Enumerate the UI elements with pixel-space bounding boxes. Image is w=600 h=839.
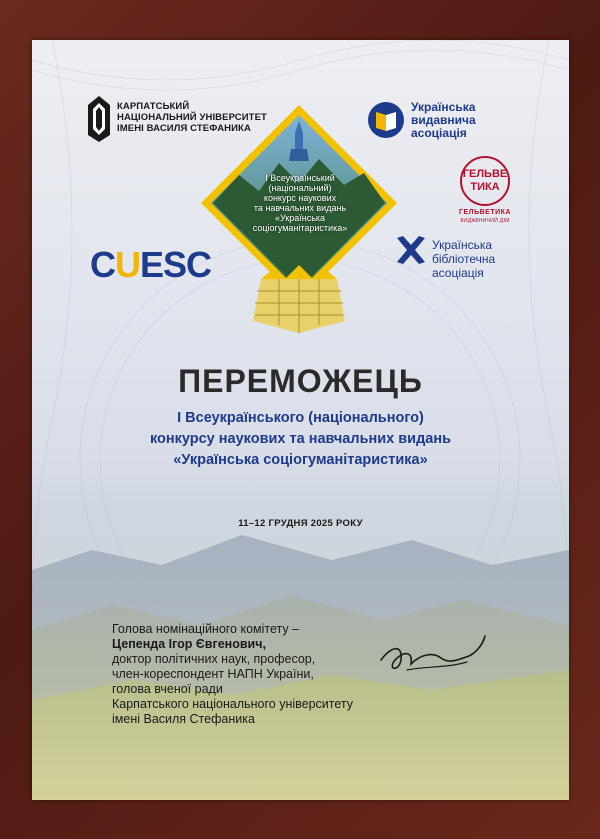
emblem-line6: соціогуманітаристика» [252, 223, 348, 233]
university-emblem-icon [87, 95, 111, 143]
gelvetica-mark-icon [450, 155, 520, 211]
uba-logo-line3: асоціація [432, 266, 484, 280]
cross-logo-icon [394, 233, 428, 267]
signer-name: Цепенда Ігор Євгенович, [112, 637, 266, 651]
handwritten-signature [377, 630, 487, 685]
signer-line7: імені Василя Стефаника [112, 712, 255, 726]
svg-text:ТИКА: ТИКА [470, 181, 500, 193]
gelvetica-sub: ВИДАВНИЧИЙ ДІМ [460, 218, 510, 224]
cnu-logo-line1: КАРПАТСЬКИЙ [117, 101, 190, 112]
emblem-line3: конкурс наукових [263, 193, 337, 203]
certificate-paper [32, 40, 569, 800]
uba-logo-line2: бібліотечна [432, 252, 496, 266]
gelvetica-logo [450, 155, 520, 227]
emblem-line1: І Всеукраїнський [265, 173, 335, 183]
emblem-line4: та навчальних видань [253, 203, 347, 213]
signer-block [112, 622, 412, 727]
cnu-logo-line2: НАЦІОНАЛЬНИЙ УНІВЕРСИТЕТ [117, 112, 267, 123]
cuesc-c: C [90, 244, 115, 285]
svg-text:ГЕЛЬВЕ: ГЕЛЬВЕ [462, 168, 508, 180]
certificate-title: ПЕРЕМОЖЕЦЬ [178, 363, 423, 399]
cuesc-logo [90, 245, 211, 285]
uva-logo-line3: асоціація [411, 125, 467, 140]
emblem-line2: (національний) [268, 183, 332, 193]
signer-line3: доктор політичних наук, професор, [112, 652, 316, 666]
cuesc-rest: ESC [140, 244, 212, 285]
contest-emblem-text [244, 173, 356, 233]
uba-logo [394, 222, 534, 278]
subtitle-line1: І Всеукраїнського (національного) [177, 410, 424, 426]
uva-logo-line1: Українська [411, 99, 476, 114]
signer-line5: голова вченої ради [112, 682, 223, 696]
uva-logo-line2: видавнича [411, 112, 476, 127]
certificate-subtitle [32, 408, 569, 471]
subtitle-line3: «Українська соціогуманітаристика» [173, 452, 428, 468]
subtitle-line2: конкурсу наукових та навчальних видань [149, 431, 452, 447]
cnu-logo-line3: ІМЕНІ ВАСИЛЯ СТЕФАНИКА [117, 123, 251, 134]
uba-logo-line1: Українська [432, 238, 493, 252]
event-date: 11–12 ГРУДНЯ 2025 РОКУ [238, 518, 363, 529]
signer-line1: Голова номінаційного комітету – [112, 622, 300, 636]
emblem-line5: «Українська [274, 213, 326, 223]
signer-line4: член-кореспондент НАПН України, [112, 667, 314, 681]
cuesc-u: U [115, 244, 140, 285]
gelvetica-label: ГЕЛЬВЕТИКА [459, 209, 511, 216]
signer-line6: Карпатського національного університету [112, 697, 354, 711]
